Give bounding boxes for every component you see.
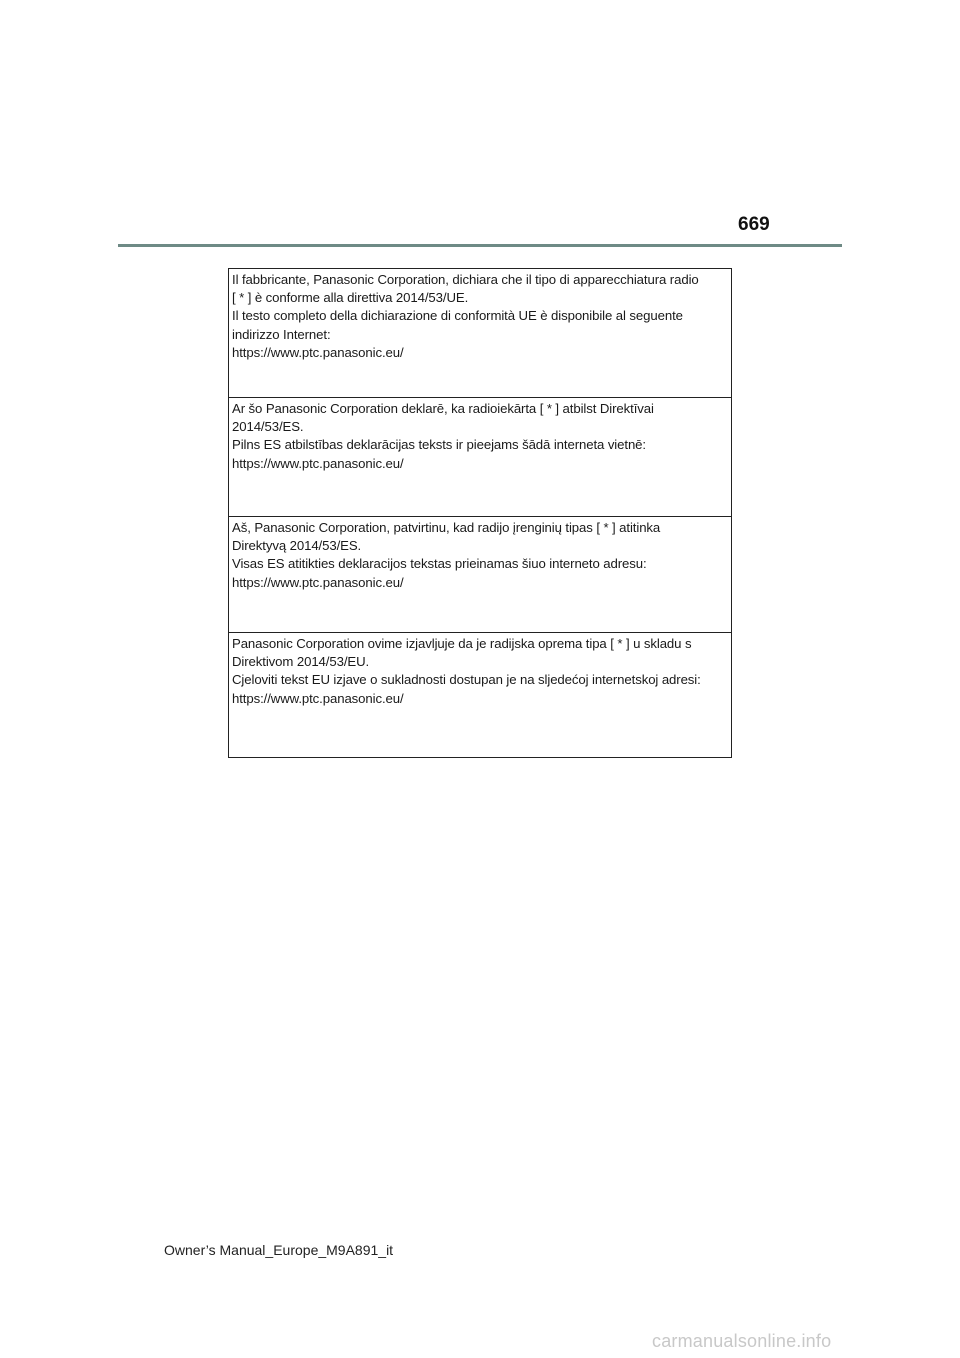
declaration-cell-lithuanian — [229, 516, 731, 632]
declaration-line: Direktyvą 2014/53/ES. — [232, 538, 362, 554]
declaration-line: Panasonic Corporation ovime izjavljuje da je radijska oprema tipa [ * ] u skladu s — [232, 636, 692, 651]
declaration-line: [ * ] è conforme alla direttiva 2014/53/UE. — [232, 290, 469, 306]
declarations-table — [228, 268, 732, 758]
declaration-line: Visas ES atitikties deklaracijos tekstas prieinamas šiuo interneto adresu: — [232, 556, 647, 572]
declaration-url: https://www.ptc.panasonic.eu/ — [232, 455, 404, 471]
declaration-line: 2014/53/ES. — [232, 419, 304, 435]
declaration-line: Cjeloviti tekst EU izjave o sukladnosti dostupan je na sljedećoj internetskoj adresi: — [232, 672, 701, 688]
declaration-line: Direktivom 2014/53/EU. — [232, 654, 370, 670]
declaration-url: https://www.ptc.panasonic.eu/ — [232, 574, 404, 590]
declaration-line: Aš, Panasonic Corporation, patvirtinu, kad radijo įrenginių tipas [ * ] atitinka — [232, 520, 661, 535]
declaration-line: Ar šo Panasonic Corporation deklarē, ka radioiekārta [ * ] atbilst Direktīvai — [232, 401, 654, 416]
footer-doc-id: Owner’s Manual_Europe_M9A891_it — [164, 1242, 394, 1258]
declaration-cell-latvian — [229, 397, 731, 516]
header-rule — [118, 244, 842, 247]
watermark: carmanualsonline.info — [652, 1331, 832, 1351]
declaration-cell-italian — [229, 269, 731, 397]
declaration-line: Il testo completo della dichiarazione di conformità UE è disponibile al seguente — [232, 308, 683, 324]
declaration-line: indirizzo Internet: — [232, 326, 331, 342]
declaration-cell-croatian — [229, 632, 731, 757]
declaration-line: Pilns ES atbilstības deklarācijas teksts ir pieejams šādā interneta vietnē: — [232, 437, 646, 453]
page-number: 669 — [738, 214, 770, 235]
declaration-url: https://www.ptc.panasonic.eu/ — [232, 344, 404, 360]
declaration-line: Il fabbricante, Panasonic Corporation, dichiara che il tipo di apparecchiatura radio — [232, 272, 699, 287]
declaration-url: https://www.ptc.panasonic.eu/ — [232, 690, 404, 706]
